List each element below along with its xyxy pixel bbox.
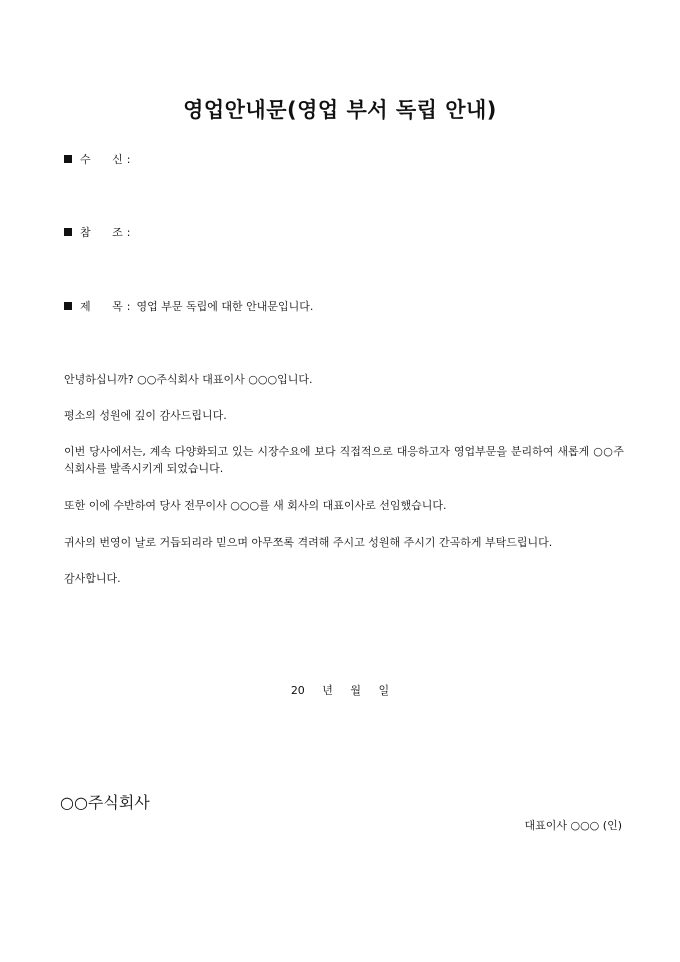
subject-value: 영업 부문 독립에 대한 안내문입니다. <box>136 300 314 313</box>
company-name: ○○주식회사 <box>60 793 150 812</box>
body-paragraph-announcement: 이번 당사에서는, 계속 다양화되고 있는 시장수요에 보다 직접적으로 대응하고자 영업부문을 분리하여 새롭게 ○○주식회사를 발족시키게 되었습니다. <box>64 445 624 475</box>
reference-label: 참 조 <box>80 226 123 239</box>
colon: : <box>126 299 131 313</box>
subject-field <box>64 298 313 314</box>
square-bullet-icon <box>64 302 72 310</box>
reference-field <box>64 224 136 240</box>
subject-label: 제 목 <box>80 300 123 313</box>
body-paragraph-greeting: 안녕하십니까? ○○주식회사 대표이사 ○○○입니다. <box>64 373 313 386</box>
recipient-field <box>64 151 136 167</box>
document-title: 영업안내문(영업 부서 독립 안내) <box>183 98 497 122</box>
signer-line: 대표이사 ○○○ (인) <box>524 819 622 832</box>
square-bullet-icon <box>64 228 72 236</box>
document-date: 20 년 월 일 <box>290 684 390 697</box>
body-paragraph-appointment: 또한 이에 수반하여 당사 전무이사 ○○○를 새 회사의 대표이사로 선임했습니다. <box>64 499 447 512</box>
square-bullet-icon <box>64 155 72 163</box>
colon: : <box>126 152 131 166</box>
body-paragraph-thanks: 평소의 성원에 깊이 감사드립니다. <box>64 409 227 422</box>
colon: : <box>126 225 131 239</box>
recipient-label: 수 신 <box>80 153 123 166</box>
body-paragraph-closing: 감사합니다. <box>64 572 121 585</box>
body-paragraph-request: 귀사의 번영이 날로 거듭되리라 믿으며 아무쪼록 격려해 주시고 성원해 주시기 간곡하게 부탁드립니다. <box>64 536 553 549</box>
